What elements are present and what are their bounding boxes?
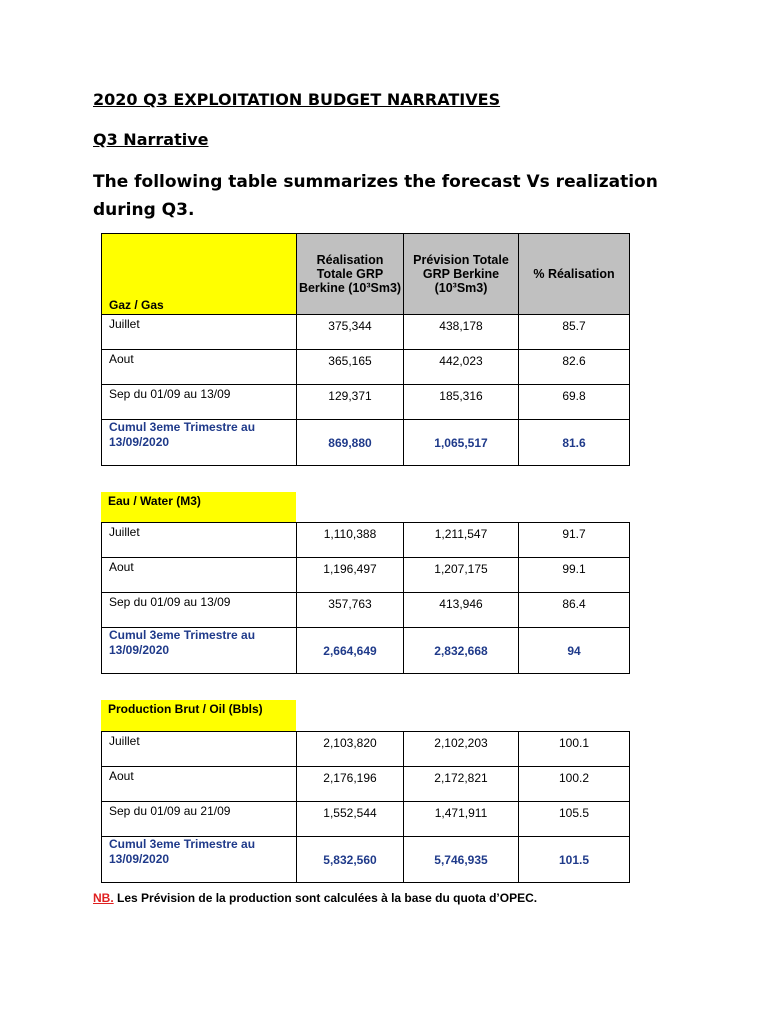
table-row xyxy=(102,593,630,628)
prevision-cell: 1,471,911 xyxy=(404,802,519,837)
row-label: Aout xyxy=(102,558,297,593)
row-label: Sep du 01/09 au 21/09 xyxy=(102,802,297,837)
prevision-cell: 438,178 xyxy=(404,315,519,350)
row-label: Aout xyxy=(102,350,297,385)
realisation-cell: 365,165 xyxy=(297,350,404,385)
table-row xyxy=(102,315,630,350)
prevision-cell: 442,023 xyxy=(404,350,519,385)
column-header-realisation: Réalisation Totale GRP Berkine (10³Sm3) xyxy=(297,234,404,315)
water-header-label: Eau / Water (M3) xyxy=(108,494,201,508)
pct-cell: 69.8 xyxy=(519,385,630,420)
oil-section-header xyxy=(101,700,296,732)
section-title: Q3 Narrative xyxy=(93,130,209,149)
realisation-cell: 375,344 xyxy=(297,315,404,350)
pct-cell: 100.2 xyxy=(519,767,630,802)
footnote xyxy=(93,891,537,905)
table-row xyxy=(102,732,630,767)
pct-cell: 82.6 xyxy=(519,350,630,385)
total-pct-cell: 81.6 xyxy=(519,420,630,466)
table-row xyxy=(102,385,630,420)
water-table xyxy=(101,522,630,674)
total-label: Cumul 3eme Trimestre au 13/09/2020 xyxy=(102,628,297,674)
total-row xyxy=(102,837,630,883)
total-realisation-cell: 2,664,649 xyxy=(297,628,404,674)
table-row xyxy=(102,767,630,802)
total-prevision-cell: 1,065,517 xyxy=(404,420,519,466)
document-title: 2020 Q3 EXPLOITATION BUDGET NARRATIVES xyxy=(93,90,501,109)
total-prevision-cell: 5,746,935 xyxy=(404,837,519,883)
pct-cell: 86.4 xyxy=(519,593,630,628)
total-realisation-cell: 869,880 xyxy=(297,420,404,466)
prevision-cell: 1,207,175 xyxy=(404,558,519,593)
prevision-cell: 2,172,821 xyxy=(404,767,519,802)
table-row xyxy=(102,523,630,558)
total-pct-cell: 101.5 xyxy=(519,837,630,883)
column-header-prevision: Prévision Totale GRP Berkine (10³Sm3) xyxy=(404,234,519,315)
total-pct-cell: 94 xyxy=(519,628,630,674)
row-label: Juillet xyxy=(102,732,297,767)
realisation-cell: 1,552,544 xyxy=(297,802,404,837)
total-realisation-cell: 5,832,560 xyxy=(297,837,404,883)
table-header-row xyxy=(102,234,630,315)
table-row xyxy=(102,558,630,593)
row-label: Juillet xyxy=(102,315,297,350)
footnote-label: NB. xyxy=(93,891,114,905)
row-label: Juillet xyxy=(102,523,297,558)
row-label: Aout xyxy=(102,767,297,802)
realisation-cell: 1,110,388 xyxy=(297,523,404,558)
row-label: Sep du 01/09 au 13/09 xyxy=(102,385,297,420)
pct-cell: 91.7 xyxy=(519,523,630,558)
realisation-cell: 2,176,196 xyxy=(297,767,404,802)
oil-header-label: Production Brut / Oil (Bbls) xyxy=(108,702,263,716)
prevision-cell: 413,946 xyxy=(404,593,519,628)
table-row xyxy=(102,350,630,385)
gas-header-label: Gaz / Gas xyxy=(109,298,164,312)
realisation-cell: 357,763 xyxy=(297,593,404,628)
footnote-text: Les Prévision de la production sont calculées à la base du quota d’OPEC. xyxy=(113,891,538,905)
prevision-cell: 185,316 xyxy=(404,385,519,420)
realisation-cell: 2,103,820 xyxy=(297,732,404,767)
pct-cell: 105.5 xyxy=(519,802,630,837)
prevision-cell: 1,211,547 xyxy=(404,523,519,558)
pct-cell: 100.1 xyxy=(519,732,630,767)
total-label: Cumul 3eme Trimestre au 13/09/2020 xyxy=(102,837,297,883)
realisation-cell: 1,196,497 xyxy=(297,558,404,593)
total-label: Cumul 3eme Trimestre au 13/09/2020 xyxy=(102,420,297,466)
realisation-cell: 129,371 xyxy=(297,385,404,420)
column-header-pct: % Réalisation xyxy=(519,234,630,315)
oil-table xyxy=(101,731,630,883)
total-row xyxy=(102,628,630,674)
table-row xyxy=(102,802,630,837)
pct-cell: 85.7 xyxy=(519,315,630,350)
gas-table xyxy=(101,233,630,466)
total-row xyxy=(102,420,630,466)
row-label: Sep du 01/09 au 13/09 xyxy=(102,593,297,628)
total-prevision-cell: 2,832,668 xyxy=(404,628,519,674)
intro-paragraph: The following table summarizes the forecast Vs realization during Q3. xyxy=(93,172,658,220)
prevision-cell: 2,102,203 xyxy=(404,732,519,767)
water-section-header xyxy=(101,492,296,522)
pct-cell: 99.1 xyxy=(519,558,630,593)
